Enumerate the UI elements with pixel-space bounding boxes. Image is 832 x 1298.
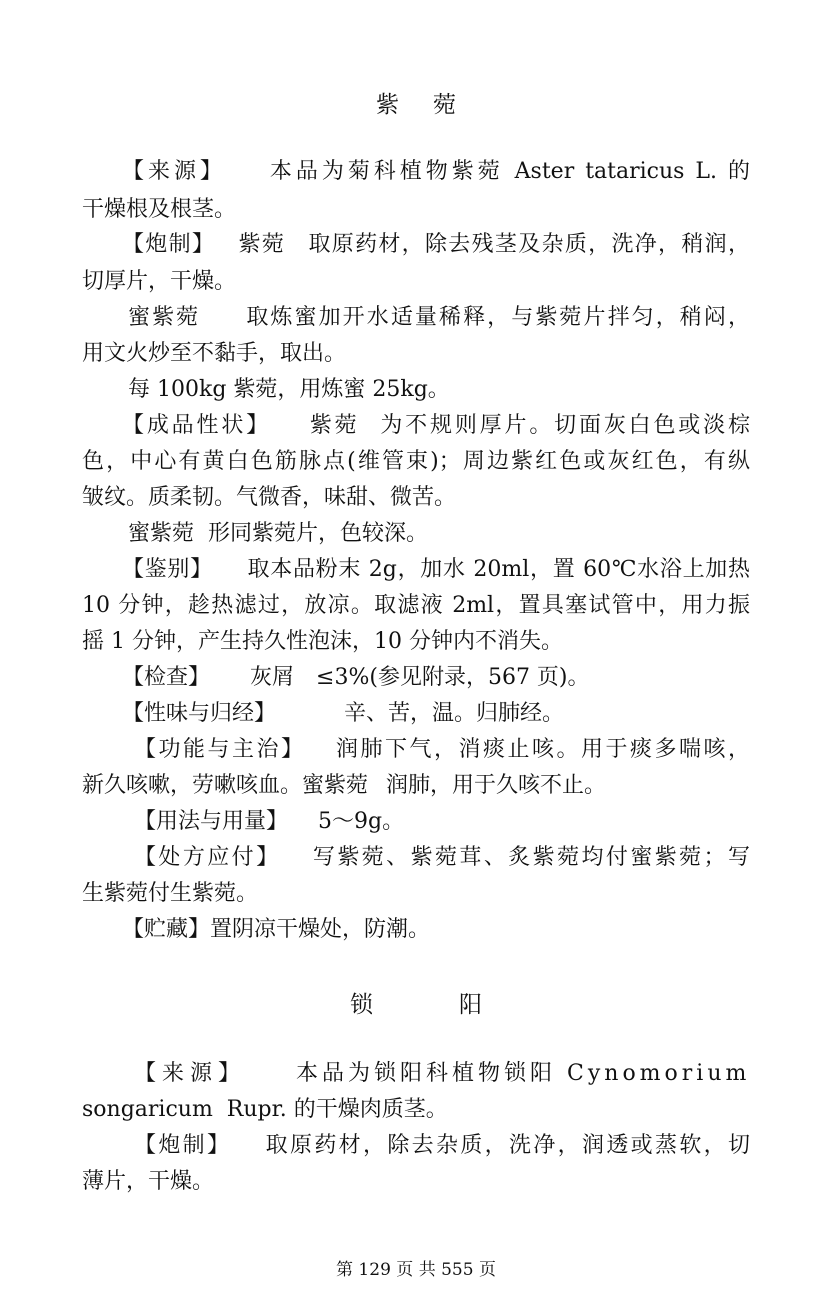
source2-label: 【来源】 — [134, 1061, 247, 1086]
appearance-label: 【成品性状】 — [122, 413, 271, 438]
honey-appearance-name: 蜜紫菀 — [128, 521, 195, 546]
dosage-text: 5～9g。 — [318, 809, 405, 834]
identification-line-2: 10 分钟，趁热滤过，放凉。取滤液 2ml，置具塞试管中，用力振 — [82, 593, 750, 618]
appearance-line-3: 皱纹。质柔韧。气微香，味甜、微苦。 — [82, 485, 457, 510]
source2-text: 本品为锁阳科植物锁阳 Cynomorium — [296, 1061, 751, 1086]
honey-appearance-text: 形同紫菀片，色较深。 — [208, 521, 429, 546]
processing-text: 取原药材，除去残茎及杂质，洗净，稍润， — [307, 232, 750, 257]
inspection-text: ≤3%(参见附录，567 页)。 — [316, 665, 590, 690]
function-text: 润肺下气，消痰止咳。用于痰多喘咳， — [333, 737, 750, 762]
source2-line-1 — [134, 1056, 750, 1092]
processing2-line-1 — [134, 1128, 750, 1164]
inspection-item: 灰屑 — [250, 665, 295, 690]
function-line-1 — [134, 732, 750, 768]
prescription-label: 【处方应付】 — [134, 845, 281, 870]
identification-line-3: 摇 1 分钟，产生持久性泡沫，10 分钟内不消失。 — [82, 629, 563, 654]
inspection-line — [122, 660, 790, 696]
identification-text: 取本品粉末 2g，加水 20ml，置 60℃水浴上加热 — [246, 557, 750, 582]
storage-line — [122, 912, 790, 948]
source-line-1 — [122, 154, 750, 190]
function-text-2b: 润肺，用于久咳不止。 — [386, 773, 607, 798]
source-label: 【来源】 — [122, 159, 226, 184]
processing-line-1 — [122, 227, 750, 263]
nature-text: 辛、苦，温。归肺经。 — [344, 701, 565, 726]
processing2-text: 取原药材，除去杂质，洗净，润透或蒸软，切 — [263, 1133, 750, 1158]
nature-line — [122, 696, 790, 732]
source-text: 本品为菊科植物紫菀 Aster tataricus L. 的 — [265, 159, 750, 184]
identification-line-1 — [122, 552, 750, 588]
section-title-ziwan: 紫菀 — [376, 92, 490, 118]
function-line-2 — [82, 768, 750, 804]
ratio-line: 每 100kg 紫菀，用炼蜜 25kg。 — [128, 377, 450, 402]
prescription-text: 写紫菀、紫菀茸、炙紫菀均付蜜紫菀；写 — [310, 845, 750, 870]
processing-item: 紫菀 — [237, 232, 286, 257]
dosage-label: 【用法与用量】 — [134, 809, 289, 834]
appearance-line-1 — [122, 408, 750, 444]
honey-line-2: 用文火炒至不黏手，取出。 — [82, 341, 347, 366]
processing-label: 【炮制】 — [122, 232, 216, 257]
inspection-label: 【检查】 — [122, 665, 211, 690]
function-label: 【功能与主治】 — [134, 737, 306, 762]
page-footer: 第 129 页 共 555 页 — [336, 1260, 496, 1280]
prescription-line-1 — [134, 840, 750, 876]
processing2-label: 【炮制】 — [134, 1133, 232, 1158]
honey-line-1 — [128, 300, 750, 336]
dosage-line — [134, 804, 802, 840]
processing2-line-2: 薄片，干燥。 — [82, 1169, 215, 1194]
nature-label: 【性味与归经】 — [122, 701, 277, 726]
identification-label: 【鉴别】 — [122, 557, 213, 582]
honey-name: 蜜紫菀 — [128, 305, 201, 330]
honey-text: 取炼蜜加开水适量稀释，与紫菀片拌匀，稍闷， — [244, 305, 750, 330]
appearance-item: 紫菀 — [307, 413, 360, 438]
storage-label: 【贮藏】 — [122, 917, 211, 942]
storage-text: 置阴凉干燥处，防潮。 — [210, 917, 431, 942]
honey-appearance-line — [128, 516, 796, 552]
appearance-text: 为不规则厚片。切面灰白色或淡棕 — [377, 413, 750, 438]
function-text-2a: 新久咳嗽，劳嗽咳血。蜜紫菀 — [82, 773, 369, 798]
section-title-suoyang: 锁阳 — [350, 992, 568, 1018]
prescription-line-2: 生紫菀付生紫菀。 — [82, 881, 259, 906]
source-line-2: 干燥根及根茎。 — [82, 197, 237, 222]
appearance-line-2: 色，中心有黄白色筋脉点(维管束)；周边紫红色或灰红色，有纵 — [82, 449, 750, 474]
source2-line-2: songaricum Rupr. 的干燥肉质茎。 — [82, 1097, 448, 1122]
processing-line-2: 切厚片，干燥。 — [82, 269, 237, 294]
